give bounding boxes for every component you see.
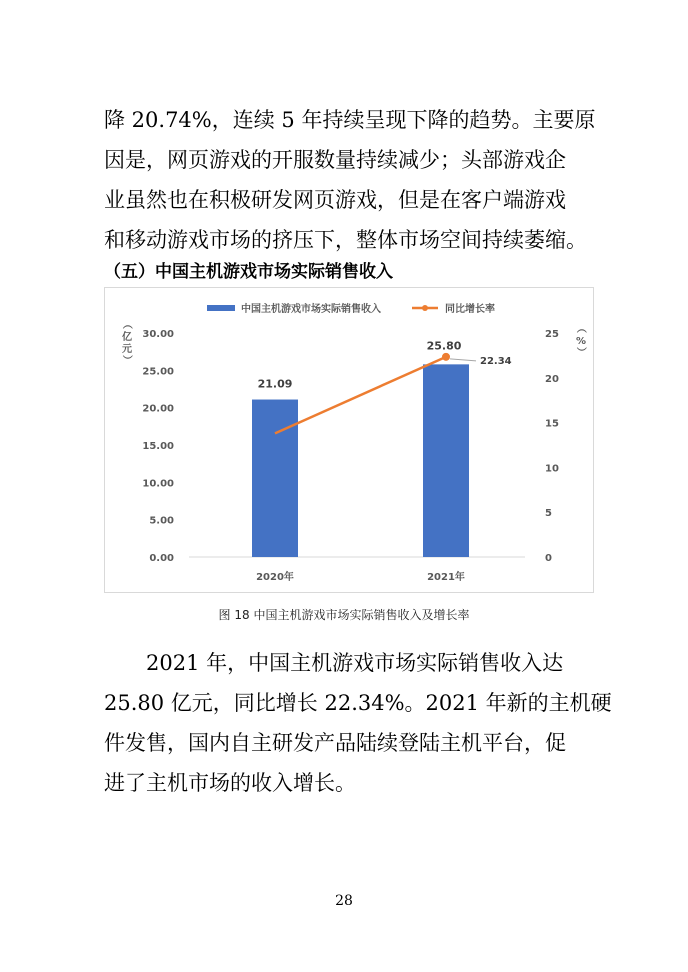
y-axis-ticks bbox=[142, 329, 174, 564]
bar-2020年 bbox=[252, 400, 298, 557]
x-axis-ticks bbox=[256, 570, 465, 583]
growth-line bbox=[275, 357, 446, 434]
y-axis-title bbox=[121, 319, 134, 365]
y-tick-label: 0.00 bbox=[149, 553, 174, 564]
axis-title-glyph: 亿 bbox=[122, 332, 132, 343]
data-label-bar-2020: 21.09 bbox=[257, 377, 293, 391]
page-number: 28 bbox=[335, 893, 353, 909]
y2-axis-title bbox=[575, 323, 588, 357]
chart-container bbox=[104, 287, 594, 593]
y2-tick-label: 0 bbox=[545, 553, 552, 564]
paragraph-console-summary bbox=[104, 643, 612, 803]
y2-axis-ticks bbox=[545, 329, 559, 564]
paragraph-line: 降 20.74%，连续 5 年持续呈现下降的趋势。主要原 bbox=[104, 108, 596, 132]
y-tick-label: 30.00 bbox=[142, 329, 174, 340]
bar-line-chart bbox=[105, 288, 593, 592]
legend-bar-label: 中国主机游戏市场实际销售收入 bbox=[241, 304, 381, 315]
axis-title-glyph: % bbox=[575, 336, 587, 347]
y-tick-label: 25.00 bbox=[142, 366, 174, 378]
paragraph-line: 进了主机市场的收入增长。 bbox=[104, 771, 356, 795]
y2-tick-label: 10 bbox=[545, 463, 559, 475]
legend-line-label: 同比增长率 bbox=[445, 304, 495, 315]
data-labels bbox=[258, 339, 512, 390]
y-tick-label: 5.00 bbox=[149, 515, 174, 527]
y2-tick-label: 15 bbox=[545, 418, 559, 430]
data-label-leader bbox=[450, 359, 476, 361]
bar-series bbox=[252, 364, 469, 557]
data-label-growth-2021: 22.34 bbox=[480, 355, 512, 367]
x-tick-label: 2021年 bbox=[427, 572, 465, 583]
paragraph-line: 因是，网页游戏的开服数量持续减少；头部游戏企 bbox=[104, 148, 566, 172]
axis-title-glyph: ） bbox=[121, 355, 132, 365]
paragraph-line: 件发售，国内自主研发产品陆续登陆主机平台，促 bbox=[104, 731, 566, 755]
axis-title-glyph: ） bbox=[575, 347, 586, 357]
y2-tick-label: 5 bbox=[545, 508, 552, 520]
axis-title-glyph: （ bbox=[575, 323, 586, 333]
y-tick-label: 15.00 bbox=[142, 441, 174, 452]
x-tick-label: 2020年 bbox=[256, 572, 294, 583]
paragraph-line: 和移动游戏市场的挤压下，整体市场空间持续萎缩。 bbox=[104, 228, 587, 252]
data-label-bar-2021: 25.80 bbox=[426, 339, 462, 353]
bar-2021年 bbox=[423, 364, 469, 557]
paragraph-line: 业虽然也在积极研发网页游戏，但是在客户端游戏 bbox=[104, 188, 566, 212]
paragraph-line: 2021 年，中国主机游戏市场实际销售收入达 bbox=[146, 651, 564, 675]
y-tick-label: 10.00 bbox=[142, 478, 174, 490]
y2-tick-label: 20 bbox=[545, 373, 559, 385]
figure-caption: 图 18 中国主机游戏市场实际销售收入及增长率 bbox=[218, 608, 470, 622]
axis-title-glyph: 元 bbox=[122, 344, 132, 355]
y-tick-label: 20.00 bbox=[142, 403, 174, 415]
paragraph-line: 25.80 亿元，同比增长 22.34%。2021 年新的主机硬 bbox=[104, 691, 612, 715]
paragraph-web-games bbox=[104, 100, 594, 260]
growth-point-2021 bbox=[442, 353, 450, 361]
legend-line-marker bbox=[422, 305, 428, 311]
section-heading: （五）中国主机游戏市场实际销售收入 bbox=[104, 262, 393, 282]
axis-title-glyph: （ bbox=[121, 319, 132, 329]
chart-legend bbox=[207, 302, 495, 315]
y2-tick-label: 25 bbox=[545, 329, 559, 340]
legend-bar-swatch bbox=[207, 305, 235, 311]
